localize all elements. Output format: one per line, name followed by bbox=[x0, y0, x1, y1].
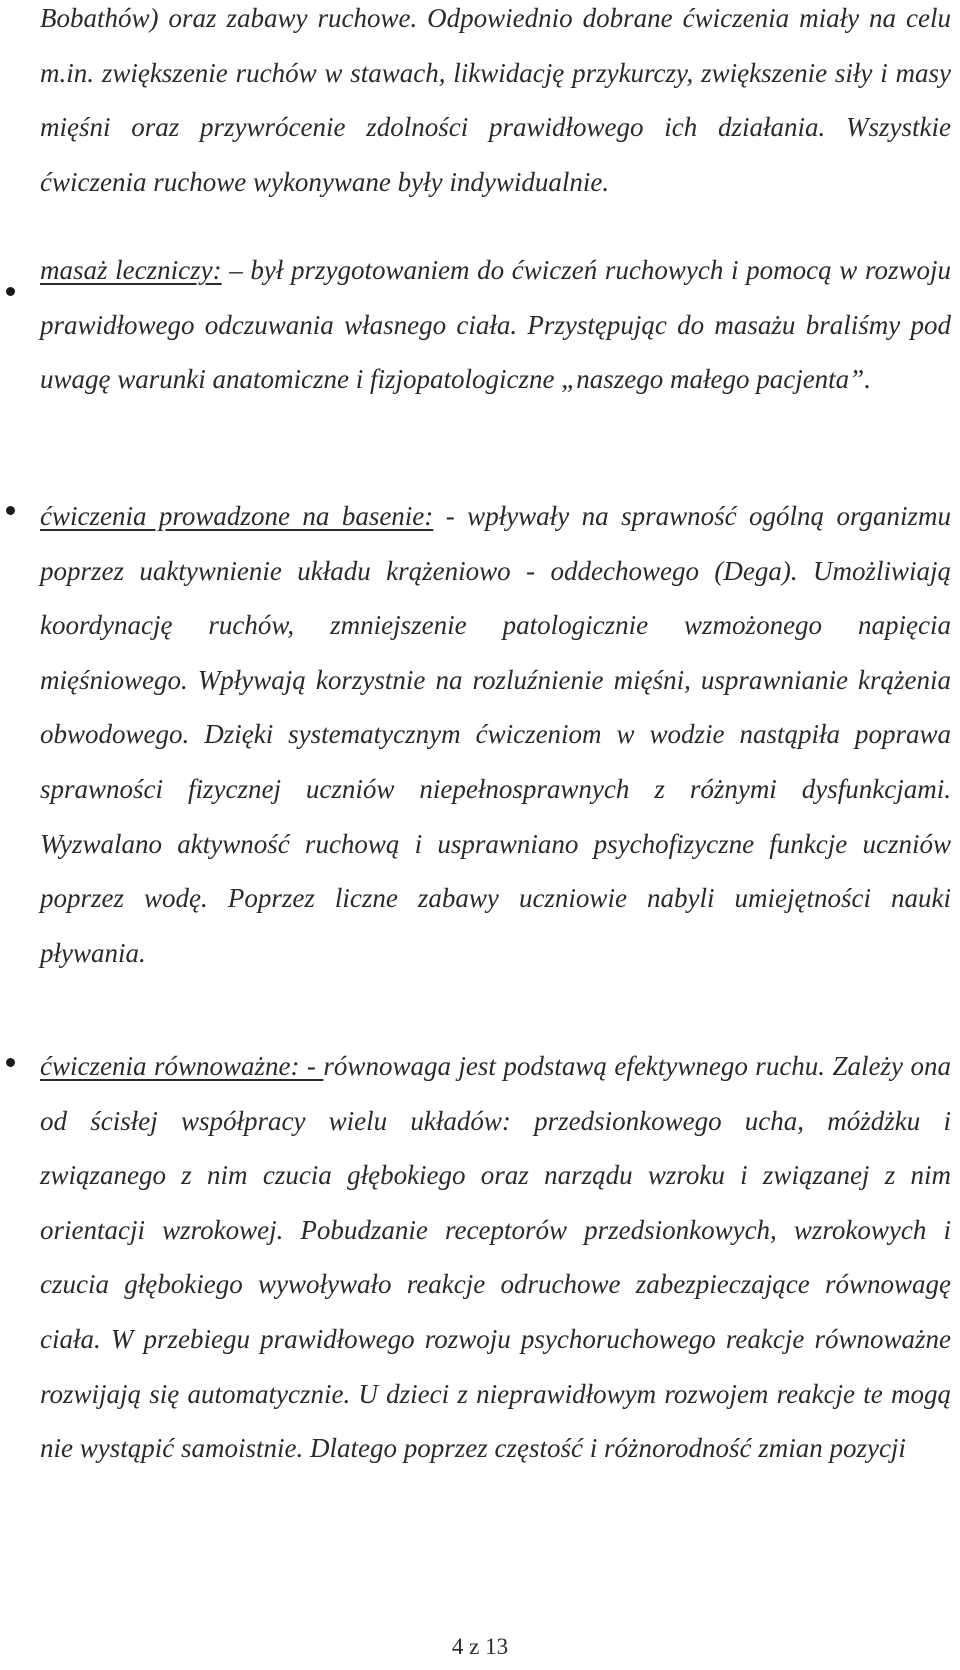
list-item-lead: masaż leczniczy: bbox=[40, 255, 222, 285]
list-item-balance-exercises bbox=[40, 1039, 951, 1476]
bullet-icon bbox=[6, 506, 15, 515]
list-item-lead: ćwiczenia równoważne: - bbox=[40, 1051, 324, 1081]
list-item-text: równowaga jest podstawą efektywnego ruchu. Zależy ona od ścisłej współpracy wielu układów: przedsionkowego ucha, móżdżku i związanego z nim czucia głębokiego oraz narządu wzroku i związanej z nim orientacji wzrokowej. Pobudzanie receptorów przedsionkowych, wzrokowych i czucia głębokiego wywoływało reakcje odruchowe zabezpieczające równowagę ciała. W przebiegu prawidłowego rozwoju psychoruchowego reakcje równoważne rozwijają się automatycznie. U dzieci z nieprawidłowym rozwojem reakcje te mogą nie wystąpić samoistnie. Dlatego poprzez częstość i różnorodność zmian pozycji bbox=[40, 1051, 951, 1464]
intro-paragraph bbox=[40, 0, 951, 209]
list-item-pool-exercises bbox=[40, 489, 951, 980]
list-item-massage bbox=[40, 243, 951, 407]
intro-text: Bobathów) oraz zabawy ruchowe. Odpowiednio dobrane ćwiczenia miały na celu m.in. zwiększenie ruchów w stawach, likwidację przykurczy, zwiększenie siły i masy mięśni oraz przywrócenie zdolności prawidłowego ich działania. Wszystkie ćwiczenia ruchowe wykonywane były indywidualnie. bbox=[40, 3, 951, 197]
bullet-icon bbox=[6, 1058, 15, 1067]
bullet-icon bbox=[6, 287, 15, 296]
list-item-lead: ćwiczenia prowadzone na basenie: bbox=[40, 501, 434, 531]
page-number: 4 z 13 bbox=[451, 1634, 509, 1659]
list-item-text: - wpływały na sprawność ogólną organizmu poprzez uaktywnienie układu krążeniowo - oddechowego (Dega). Umożliwiają koordynację ruchów, zmniejszenie patologicznie wzmożonego napięcia mięśniowego. Wpływają korzystnie na rozluźnienie mięśni, usprawnianie krążenia obwodowego. Dzięki systematycznym ćwiczeniom w wodzie nastąpiła poprawa sprawności fizycznej uczniów niepełnosprawnych z różnymi dysfunkcjami. Wyzwalano aktywność ruchową i usprawniano psychofizyczne funkcje uczniów poprzez wodę. Poprzez liczne zabawy uczniowie nabyli umiejętności nauki pływania. bbox=[40, 501, 951, 968]
list-item-text: – był przygotowaniem do ćwiczeń ruchowych i pomocą w rozwoju prawidłowego odczuwania własnego ciała. Przystępując do masażu braliśmy pod uwagę warunki anatomiczne i fizjopatologiczne „naszego małego pacjenta”. bbox=[40, 255, 951, 395]
